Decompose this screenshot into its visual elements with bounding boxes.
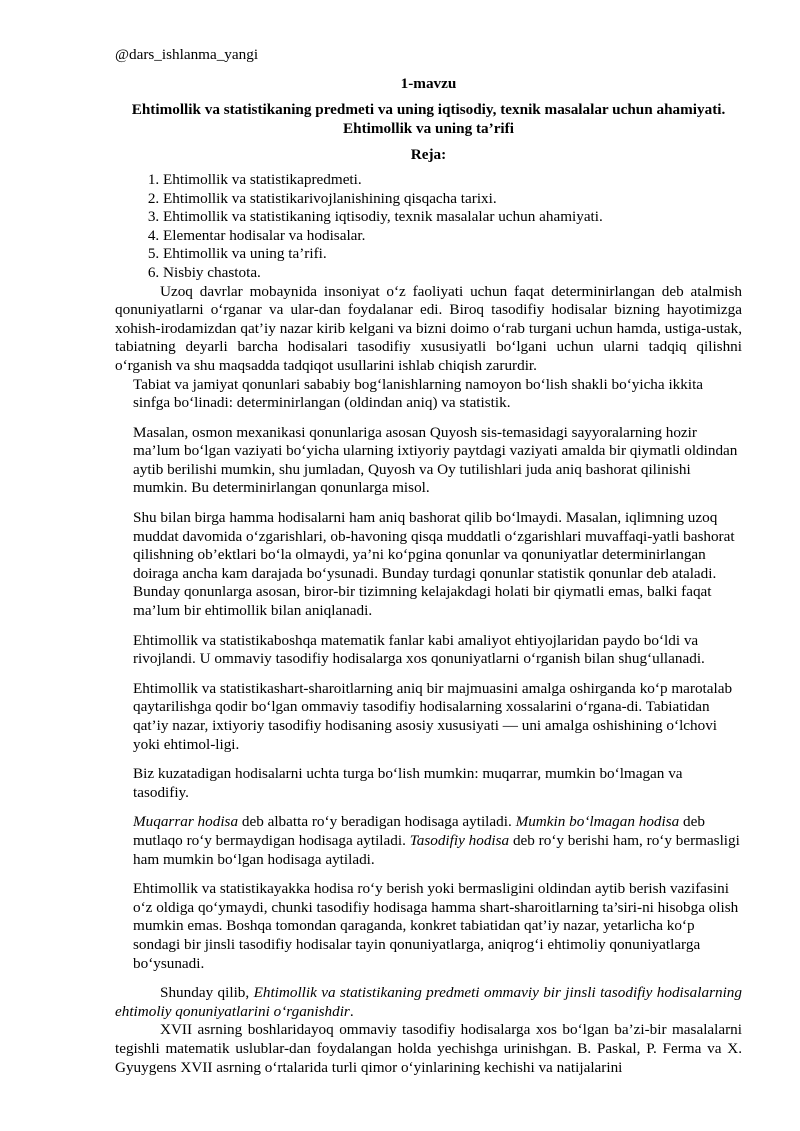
plan-item: 4. Elementar hodisalar va hodisalar.	[163, 227, 742, 246]
paragraph-event-types: Biz kuzatadigan hodisalarni uchta turga bo‘lish mumkin: muqarrar, mumkin bo‘lmagan va tasodifiy.	[133, 765, 683, 801]
plan-item: 5. Ehtimollik va uning ta’rifi.	[163, 245, 742, 264]
paragraph-conclusion: Shunday qilib, Ehtimollik va statistikaning predmeti ommaviy bir jinsli tasodifiy hodisalarning ehtimoliy qonuniyatlarini o‘rganishdir.	[115, 984, 742, 1020]
plan-list	[115, 171, 742, 283]
plan-heading: Reja:	[410, 146, 447, 164]
plan-item: 3. Ehtimollik va statistikaning iqtisodiy, texnik masalalar uchun ahamiyati.	[163, 208, 742, 227]
paragraph-law-classes: Tabiat va jamiyat qonunlari sababiy bog‘lanishlarning namoyon bo‘lish shakli bo‘yicha ikkita sinfga bo‘linadi: determinirlangan (oldindan aniq) va statistik.	[133, 375, 704, 412]
term-certain-event: Muqarrar hodisa	[133, 813, 239, 831]
paragraph-intro: Uzoq davrlar mobaynida insoniyat o‘z faoliyati uchun faqat determinirlangan deb atalmish qonuniyatlarni o‘rganar va ular-dan foydalanar edi. Biroq tasodifiy hodisalar bizning hayotimizga xohish-irodamizdan qat’iy nazar kirib kelgani va bizni doimo o‘rab turgani uchun hamda, ustiga-ustak, tabiatning deyarli barcha hodisalari tasodifiy xususiyatli bo‘lgani uchun ularni tadqiq qilishni o‘rganish va shu maqsadda tadqiqot usullarini ishlab chiqish zarurdir.	[115, 282, 742, 374]
plan-item: 6. Nisbiy chastota.	[163, 264, 742, 283]
paragraph-celestial-example: Masalan, osmon mexanikasi qonunlariga asosan Quyosh sis-temasidagi sayyoralarning hozir ma’lum bo‘lgan vaziyati bo‘yicha ularning ixtiyoriy paytdagi vaziyati amalda bir qiymatli oldindan aytib berilishi mumkin, shu jumladan, Quyosh va Oy tutilishlari juda aniq bashorat qilinishi mumkin. Bu determinirlangan qonunlarga misol.	[133, 423, 738, 497]
term-random-event: Tasodifiy hodisa	[409, 831, 510, 849]
paragraph-statistical-laws: Shu bilan birga hamma hodisalarni ham aniq bashorat qilib bo‘lmaydi. Masalan, iqlimning uzoq muddat davomida o‘zgarishlari, ob-havoning qisqa muddatli o‘zgarishlari muvaffaqi-yatli bashorat qilishning ob’ektlari bo‘la olmaydi, ya’ni ko‘pgina qonunlar va qonuniyatlar determinirlangan doiraga ancha kam darajada bo‘ysunadi. Bunday turdagi qonunlar statistik qonunlar deb ataladi. Bunday qonunlarga asosan, biror-bir tizimning kelajakdagi holati bir qiymatli emas, balki faqat ma’lum bir ehtimollik bilan aniqlanadi.	[133, 509, 735, 620]
subject-definition: Ehtimollik va statistikaning predmeti ommaviy bir jinsli tasodifiy hodisalarning ehtimoliy qonuniyatlarini o‘rganishdir	[115, 984, 742, 1020]
document-title: Ehtimollik va statistikaning predmeti va uning iqtisodiy, texnik masalalar uchun ahamiyati. Ehtimollik va uning ta’rifi	[131, 101, 726, 137]
paragraph-definitions: Muqarrar hodisa deb albatta ro‘y beradigan hodisaga aytiladi. Mumkin bo‘lmagan hodisa deb mutlaqo ro‘y bermaydigan hodisaga aytiladi. Tasodifiy hodisa deb ro‘y berishi ham, ro‘y bermasligi ham mumkin bo‘lgan hodisaga aytiladi.	[133, 813, 740, 868]
plan-item: 2. Ehtimollik va statistikarivojlanishining qisqacha tarixi.	[163, 190, 742, 209]
paragraph-history: XVII asrning boshlaridayoq ommaviy tasodifiy hodisalarga xos bo‘lgan ba’zi-bir masalalarni tegishli matematik uslublar-dan foydalangan holda yechishga urinishgan. B. Paskal, P. Ferma va X. Gyuygens XVII asrning o‘rtalarida turli qimor o‘yinlarining kechishi va natijalarini	[115, 1021, 742, 1076]
paragraph-mass-events: Ehtimollik va statistikashart-sharoitlarning aniq bir majmuasini amalga oshirganda ko‘p marotalab qaytarilishga qodir bo‘lgan ommaviy tasodifiy hodisalarning xossalarini o‘rgana-di. Tabiatidan qat’iy nazar, ixtiyoriy tasodifiy hodisaning asosiy xususiyati — uni amalga oshishining o‘lchovi yoki ehtimol-ligi.	[133, 679, 733, 753]
term-impossible-event: Mumkin bo‘lmagan hodisa	[515, 813, 680, 831]
channel-handle: @dars_ishlanma_yangi	[115, 46, 259, 63]
paragraph-origin: Ehtimollik va statistikaboshqa matematik fanlar kabi amaliyot ehtiyojlaridan paydo bo‘ldi va rivojlandi. U ommaviy tasodifiy hodisalarga xos qonuniyatlarni o‘rganish bilan shug‘ullanadi.	[133, 631, 705, 668]
topic-number: 1-mavzu	[400, 74, 457, 92]
paragraph-single-event: Ehtimollik va statistikayakka hodisa ro‘y berish yoki bermasligini oldindan aytib berish vazifasini o‘z oldiga qo‘ymaydi, chunki tasodifiy hodisaga hamma shart-sharoitlarning ta’siri-ni hisobga olish mumkin emas. Boshqa tomondan qaraganda, konkret tabiatidan qat’iy nazar, yetarlicha ko‘p sondagi bir jinsli tasodifiy hodisalar tayin qonuniyatlarga, aniqrog‘i ehtimoliy qonuniyatlarga bo‘ysunadi.	[133, 880, 739, 972]
plan-item: 1. Ehtimollik va statistikapredmeti.	[163, 171, 742, 190]
